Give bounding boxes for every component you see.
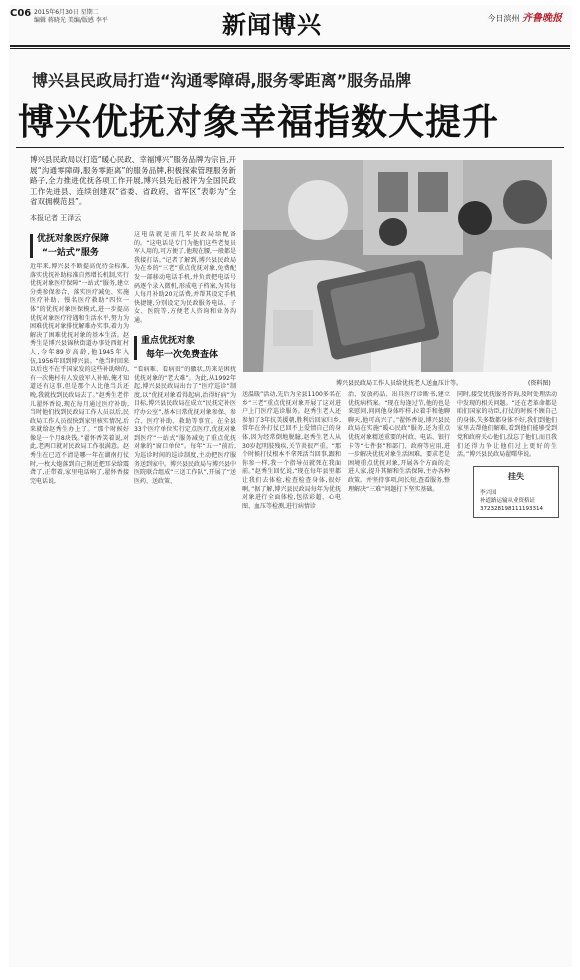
notice-title: 挂失 [508, 472, 524, 481]
body-column-2-bottom: “看病难、看病贵”的徽状,历来是困扰优抚对象的“老大难”。为此,从1992年起,博兴县民政局出台了“医疗巡诊”制度,以“优抚对象看得起病,治得好病”为目标,博兴县民政局在成立“民抚定补医疗办公室”,基本日常优抚对象参保、参合、医疗补助、救助等事宜。在全县33个医疗单位实行定点医疗,优抚对象到医疗“一站式”服务减免了重点优抚对象的“窗口单位”。每年“五一”前后,为巡诊时间的巡诊制度,主动把医疗服务送到家中。博兴县民政局与博兴县中医院联合组成“三送工作队”,开展了“送医药、送政策、 [134, 366, 236, 485]
body-column-2-top: 这电话就是前几年民政局给配备的。“这电话是专门为他们这些老复员军人用的,可方便了,他现在腰,一般都是我接打话。”记者了解到,博兴县民政局为在乡的“三老”重点优抚对象,免费配发一部移动电话手机,并负责把电话号码逐个录入微机,形成电子档案,为其每人每月补助20元话费,并帮其设定手机快捷键,分别设定为民政服务电话、子女、医院等,方便老人咨询和业务沟通。 [134, 231, 236, 324]
photo-illustration [243, 160, 552, 372]
subhead-bar [134, 336, 137, 360]
byline: 本报记者 王泽云 [30, 214, 82, 222]
article-headline: 博兴优抚对象幸福指数大提升 [18, 102, 500, 143]
body-column-3: 送温暖”活动,先后为全县1100多名在乡“三老”重点优抚对象开展了这对进户上门医疗巡诊服务。赵秀生老人还参加了3年抗美援朝,胜利后回家归乡,常年在外打仗已回不上爱情自己的身体,因为经常倒地脱臆,赵秀生老人从30岁起明肢残疾,关节炎很严重。“那个时候打仗根本不拿死活当回事,跟和你参一样,我一个指导员就死在我面前。”赵秀生回忆说,“现在每年县里都让我们去体检,检查检查身体,很好啊。”据了解,博兴县民政局每年为优抚对象进行全面体检,包括彩超、心电图、血压等检测,进行病情诊 [242, 391, 341, 510]
subhead-medical-line2: “一站式”服务 [42, 248, 99, 258]
news-photo [243, 160, 552, 372]
body-column-5: 同时,接受优抚服务咨询,及时处理活动中发现的相关问题。“还在老革命都是咱们国家的功臣,打仗的时候不顾自己的身体,失多数都身体不好,我们到他们家里去帮他们解难,看到他们能够受到党和政府关心他们,没忘了他们,而且我们还得力争让他们过上更好的生活。”博兴县民政局翟曙华说。 [457, 391, 557, 459]
body-column-1: 近年来,博兴县不断提高优待金标准,落实优抚补助标准自然增长机制,实行优抚对象医疗保障“一站式”服务,建立分类参保参合、落实医疗减免、实施医疗补助、慢名医疗救助“四位一体”的优抚对象医保模式,进一步提高优抚对象医疗待遇和生活水平,努力为困难优抚对象排忧解难办实事,着力为解决了困难优抚对象的基本生活。赵秀生是博兴县锦秋街道办事处西虹村人,今年89岁高龄,他1945年入伍,1956年回到博兴县。“他当时回来以后也不在乎国家发的这些补助啥的,有一次俺村有人发放军人补贴,俺才知道还有这事,但是那个人比他当兵还晚,我就找到民政局去了。”赵秀生老伴儿翟怀香说,现在每月通过医疗补助,当时他们找到民政局工作人员以后,民政局工作人员很快到家里核实情况,后来就给赵秀生办上了。“那个时候好像是一个月8块钱。”翟怀香笑着说,对此,老两口就对民政局工作很满意。赵秀生在已迈不清是哪一年在湖南打仗时,一枚大炮落到自己附近把耳朵给震聋了,正带着,家里电话响了,翟怀香接完电话说, [30, 263, 129, 485]
subhead-checkup-line1: 重点优抚对象 [141, 336, 196, 346]
subhead-bar [30, 234, 33, 258]
header-rule-thin [10, 48, 570, 49]
section-title: 新闻博兴 [222, 10, 322, 39]
article-subtitle: 博兴县民政局打造“沟通零障碍,服务零距离”服务品牌 [32, 71, 412, 90]
photo-caption: 博兴县民政局工作人员给优抚老人送血压计等。 [336, 380, 463, 387]
subhead-medical-line1: 优抚对象医疗保障 [37, 234, 110, 244]
header-rule [10, 45, 570, 47]
notice-id: 372328198111193314 [480, 506, 543, 512]
page-number: C06 [10, 8, 32, 19]
page-header-right [487, 9, 562, 24]
notice-item: 补道路运输从业资格证 [480, 498, 536, 504]
page-header-left [10, 8, 210, 24]
notice-name: 李兴国 [480, 490, 497, 496]
editor-credit: 编辑 蒋晓光 美编/版感 李平 [34, 17, 108, 24]
issue-date: 2015年6月30日 星期二 [34, 9, 99, 16]
article-lead: 博兴县民政局以打造“暖心民政、幸福博兴”服务品牌为宗旨,开展“沟通零障碍,服务零距离”的服务品牌,积极探索管理服务新路子,全力推进优抚各项工作开展,博兴县先后被评为全国民政工作先进县、连续创建双“省委、省政府、省军区”表彰为“全省双拥模范县”。 [30, 155, 236, 207]
edition-label: 今日滨州 [487, 14, 520, 23]
notice-text [480, 489, 543, 513]
notice-box [473, 466, 559, 518]
body-column-4: 治、发放药品、出具医疗诊断书,建立优抚病档案。“现在每逢过节,他的也是来慰问,问问他身体咋样,拉着手和他聊聊天,他可高兴了。”翟怀香说,博兴县民政局在实施“暖心民政”服务,还为重点优抚对象精送重要的村政、电话、银行卡等“七件套”和部门、政府等应用,进一步解决优抚对象生活困难。要求老是困境重点优抚对象,开展各个方面的走进人家,提升其解和生活保障,主办各种政策。并坚持事项,问长短,查看服务,整理解决“三难”问题打下坚实基础。 [348, 391, 450, 493]
photo-source: (资料图) [528, 380, 551, 387]
headline-divider [16, 147, 564, 148]
subhead-checkup-line2: 每年一次免费查体 [146, 350, 219, 360]
newspaper-logo: 齐鲁晚报 [522, 13, 562, 24]
